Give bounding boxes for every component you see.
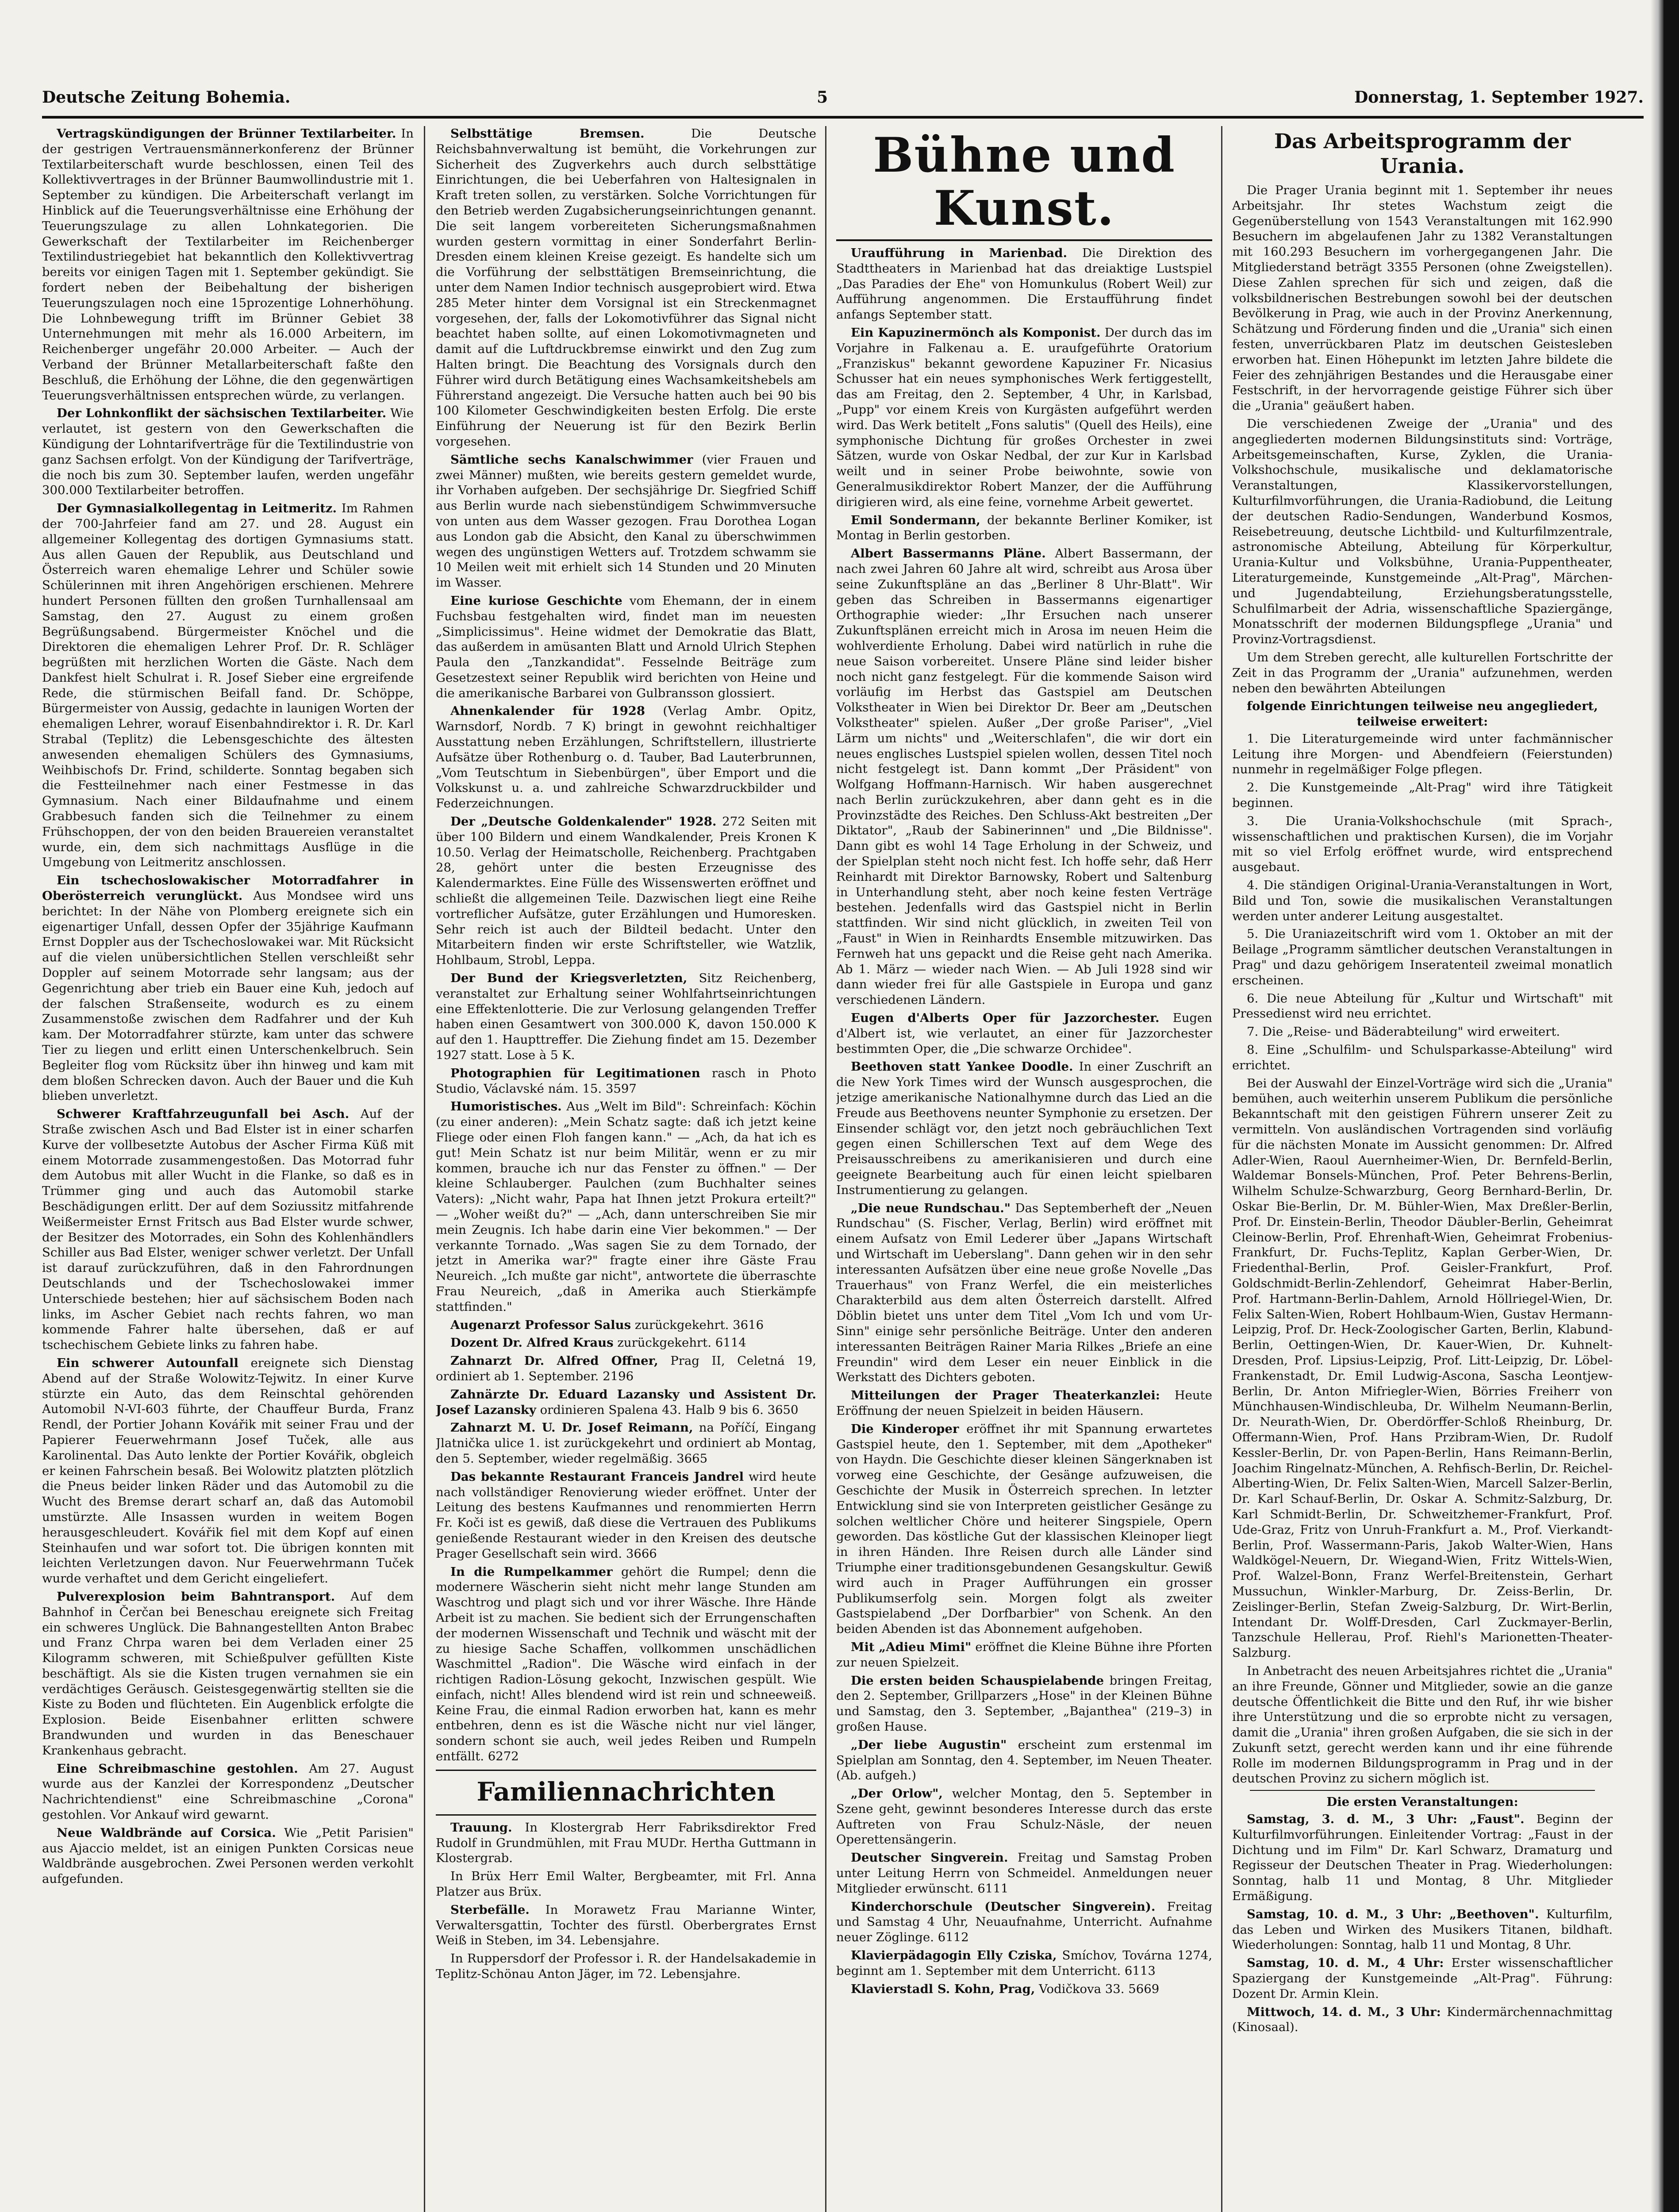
event-item-body: Erster wissenschaftlicher Spaziergang der Kunstgemeinde „Alt-Prag". Führung: Dozent Dr. Armin Klein. bbox=[1232, 1956, 1613, 2001]
familien-header bbox=[436, 1770, 816, 1816]
event-item-body: Kulturfilm, das Leben und Wirken des Musikers Titanen, bildhaft. Wiederholungen: Sonntag, halb 11 und Montag, 8 Uhr. bbox=[1232, 1907, 1613, 1952]
news-article-body: Aus „Welt im Bild": Schreinfach: Köchin (zu einer anderen): „Mein Schatz sagte: daß ich jetzt keine Fliege oder einen Floh fangen kann." — „Ach, da hat ich es gut! Mein Schatz ist nur beim Militär, wenn er zu mir kommen, brauche ich nur das Fenster zu öffnen." — Der kleine Schlauberger. Paulchen (zum Buchhalter seines Vaters): „Nicht wahr, Papa hat Ihnen jetzt Prokura erteilt?" — „Woher weißt du?" — „Ach, dann unterschreiben Sie mir mein Zeugnis. Ich habe darin eine Vier bekommen." — Der verkannte Tornado. „Was sagen Sie zu dem Tornado, der jetzt in Amerika war?" fragte einer ihre Gäste Frau Neureich. „Ich mußte gar nicht", antwortete die überraschte Frau Neureich, „daß in Amerika auch Stierkämpfe stattfinden." bbox=[436, 1099, 816, 1314]
news-article-body: rasch in Photo Studio, Václavské nám. 15. 3597 bbox=[436, 1066, 816, 1096]
news-article-headline: Das bekannte Restaurant Franceis Jandrel bbox=[450, 1469, 744, 1484]
news-article-body: Wie „Petit Parisien" aus Ajaccio meldet, ist an einigen Punkten Corsicas neue Waldbrände ausgebrochen. Zwei Personen werden verkohlt aufgefunden. bbox=[42, 1825, 414, 1886]
page-header bbox=[42, 84, 1644, 111]
news-article-headline: Der „Deutsche Goldenkalender" 1928. bbox=[450, 814, 717, 829]
news-article-headline: Der Lohnkonflikt der sächsischen Textilarbeiter. bbox=[57, 406, 387, 421]
urania-list-item: 8. Eine „Schulfilm- und Schulsparkasse-Abteilung" wird errichtet. bbox=[1232, 1043, 1613, 1072]
news-article bbox=[436, 814, 816, 968]
news-article-headline: Ein schwerer Autounfall bbox=[57, 1356, 238, 1370]
news-article-headline: Ahnenkalender für 1928 bbox=[450, 704, 645, 718]
event-item bbox=[1232, 1812, 1613, 1904]
section-rule bbox=[836, 239, 1212, 241]
news-article-headline: Pulverexplosion beim Bahntransport. bbox=[57, 1589, 335, 1604]
urania-list-head: folgende Einrichtungen teilweise neu angegliedert, teilweise erweitert: bbox=[1247, 699, 1598, 729]
family-notice-body: In Klostergrab Herr Fabriksdirektor Fred Rudolf in Grundmühlen, mit Frau MUDr. Hertha Guttmann in Klostergrab. bbox=[436, 1820, 816, 1866]
arts-article bbox=[836, 325, 1212, 510]
familien-title: Familiennachrichten bbox=[476, 1776, 776, 1807]
news-article-body: ordinieren Spalena 43. Halb 9 bis 6. 3650 bbox=[540, 1402, 799, 1417]
arts-article bbox=[836, 1982, 1212, 1997]
arts-article-headline: Uraufführung in Marienbad. bbox=[851, 246, 1068, 260]
arts-article-body: Heute Eröffnung der neuen Spielzeit in beiden Häusern. bbox=[836, 1388, 1212, 1418]
issue-date: Donnerstag, 1. September 1927. bbox=[1354, 88, 1644, 107]
news-article bbox=[42, 406, 414, 498]
arts-article-headline: „Der liebe Augustin" bbox=[851, 1737, 1007, 1752]
arts-article bbox=[836, 1640, 1212, 1671]
news-article-body: Wie verlautet, ist gestern von den Gewerkschaften die Kündigung der Lohntarifverträge für die Textilindustrie von ganz Sachsen erfolgt. Von der Kündigung der Tarifverträge, die noch bis zum 30. September laufen, werden ungefähr 300.000 Textilarbeiter betroffen. bbox=[42, 406, 414, 498]
arts-article-body: Vodičkova 33. 5669 bbox=[1039, 1982, 1160, 1996]
news-article-body: wird heute nach vollständiger Renovierung wieder eröffnet. Unter der Leitung des bestens Kaufmannes und renommierten Herrn Fr. Koči ist es gewiß, daß diese die Vertrauen des Publikums genießende Restaurant wieder in den Kreisen des deutsche Prager Gesellschaft sein wird. 3666 bbox=[436, 1469, 816, 1561]
scan-edge-shadow bbox=[1650, 0, 1664, 2212]
family-notice bbox=[436, 1820, 816, 1866]
family-notice-body: In Morawetz Frau Marianne Winter, Verwaltersgattin, Tochter des fürstl. Oberbergrates Ernst Weiß in Steben, im 34. Lebensjahre. bbox=[436, 1902, 816, 1948]
arts-article-body: Freitag und Samstag Proben unter Leitung Herrn von Schmeidel. Anmeldungen neuer Mitglieder erwünscht. 6111 bbox=[836, 1851, 1212, 1896]
news-article bbox=[42, 501, 414, 870]
news-article-headline: Zahnärzte Dr. Eduard Lazansky und Assistent Dr. Josef Lazansky bbox=[436, 1387, 816, 1417]
news-article-body: zurückgekehrt. 6114 bbox=[617, 1336, 746, 1350]
arts-article-headline: Die ersten beiden Schauspielabende bbox=[851, 1673, 1104, 1688]
news-article-headline: Humoristisches. bbox=[450, 1099, 562, 1114]
urania-speakers: Bei der Auswahl der Einzel-Vorträge wird sich die „Urania" bemühen, auch weiterhin unserem Publikum die persönliche Bekanntschaft mit den geistigen Führern unserer Zeit zu vermitteln. Von ausländischen Vortragenden sind vorläufig für die nächsten Monate im Aussicht genommen: Dr. Alfred Adler-Wien, Raoul Auernheimer-Wien, Dr. Bernfeld-Berlin, Waldemar Bonsels-München, Prof. Peter Behrens-Berlin, Wilhelm Schulze-Schwarzburg, Georg Bernhard-Berlin, Dr. Oskar Bie-Berlin, Dr. M. Bühler-Wien, Max Dreßler-Berlin, Prof. Dr. Einstein-Berlin, Theodor Däubler-Berlin, Geheimrat Cleinow-Berlin, Prof. Ehrenhaft-Wien, Geheimrat Frobenius-Frankfurt, Dr. Fuchs-Teplitz, Kaplan Gerber-Wien, Dr. Friedenthal-Berlin, Prof. Geisler-Frankfurt, Prof. Goldschmidt-Berlin-Zehlendorf, Geheimrat Haber-Berlin, Prof. Hartmann-Berlin-Dahlem, Arnold Höllriegel-Wien, Dr. Felix Salten-Wien, Robert Hohlbaum-Wien, Gustav Hermann-Leipzig, Prof. Dr. Heck-Zoologischer Garten, Berlin, Klabund-Berlin, Oettingen-Wien, Dr. Kauer-Wien, Dr. Kuhnelt-Dresden, Prof. Lipsius-Leipzig, Prof. Litt-Leipzig, Dr. Löbel-Frankenstadt, Dr. Emil Ludwig-Ascona, Sascha Leontjew-Berlin, Dr. Anton Mifriegler-Wien, Börries Freiherr von Münchhausen-Windischleuba, Dr. Wilhelm Neumann-Berlin, Dr. Neurath-Wien, Dr. Oberdörffer-Schloß Rheinburg, Dr. Offermann-Wien, Prof. Hans Przibram-Wien, Dr. Rudolf Kessler-Berlin, Dr. von Papen-Berlin, Hans Reimann-Berlin, Joachim Ringelnatz-München, A. Rehfisch-Berlin, Dr. Reichel-Alberting-Wien, Dr. Felix Salten-Wien, Marcell Salzer-Berlin, Dr. Karl Schauf-Berlin, Dr. Oskar A. Schmitz-Salzburg, Dr. Karl Schmidt-Berlin, Dr. Schweitzhemer-Frankfurt, Prof. Ude-Graz, Fritz von Unruh-Frankfurt a. M., Prof. Vierkandt-Berlin, Prof. Wassermann-Paris, Jakob Walter-Wien, Hans Waldkögel-Neuern, Dr. Wiegand-Wien, Fritz Wittels-Wien, Prof. Walzel-Bonn, Franz Werfel-Breitenstein, Gerhart Mussuchun, Winkler-Marburg, Dr. Zeiss-Berlin, Dr. Zeislinger-Berlin, Stefan Zweig-Salzburg, Dr. Wirt-Berlin, Intendant Dr. Wolff-Dresden, Carl Zuckmayer-Berlin, Tanzschule Hellerau, Prof. Riehl's Marionetten-Theater-Salzburg. bbox=[1232, 1076, 1613, 1660]
arts-article-body: Der durch das im Vorjahre in Falkenau a. E. uraufgeführte Oratorium „Franziskus" bekannt gewordene Kapuziner Fr. Nicasius Schusser hat ein neues symphonisches Werk fertiggestellt, das am Freitag, den 2. September, 4 Uhr, in Karlsbad, „Pupp" vor einem Kreis von Kurgästen aufgeführt werden wird. Das Werk betitelt „Fons salutis" (Quell des Heils), eine symphonische Dichtung für großes Orchester in zwei Sätzen, wurde von Oskar Nedbal, der zur Kur in Karlsbad weilt und in seiner Probe beiwohnte, sowie von Generalmusikdirektor Robert Manzer, der die Aufführung dirigieren wird, als eine feine, vornehme Arbeit gewertet. bbox=[836, 325, 1212, 509]
column-3 bbox=[836, 126, 1212, 2212]
news-article bbox=[436, 1469, 816, 1562]
arts-article bbox=[836, 1948, 1212, 1979]
news-article-headline: Photographien für Legitimationen bbox=[450, 1066, 700, 1080]
news-article bbox=[42, 1825, 414, 1887]
arts-article bbox=[836, 513, 1212, 544]
section-title-urania: Das Arbeitsprogramm der Urania. bbox=[1274, 129, 1571, 178]
news-article-headline: Eine Schreibmaschine gestohlen. bbox=[57, 1761, 298, 1776]
arts-article-body: Eugen d'Albert ist, wie verlautet, an einer für Jazzorchester bestimmten Oper, die „Die schwarze Orchidee". bbox=[836, 1011, 1212, 1056]
arts-article-headline: Die Kinderoper bbox=[851, 1421, 959, 1436]
event-item bbox=[1232, 2005, 1613, 2035]
urania-list-item: 6. Die neue Abteilung für „Kultur und Wirtschaft" mit Pressedienst wird neu errichtet. bbox=[1232, 991, 1613, 1021]
urania-list-item: 5. Die Uraniazeitschrift wird vom 1. Oktober an mit der Beilage „Programm sämtlicher deutschen Veranstaltungen in Prag" und dazu gehörigem Inseratenteil zweimal monatlich erscheinen. bbox=[1232, 927, 1613, 987]
events-title: Die ersten Veranstaltungen: bbox=[1326, 1795, 1518, 1809]
arts-article-headline: Ein Kapuzinermönch als Komponist. bbox=[851, 325, 1101, 340]
urania-list-item: 4. Die ständigen Original-Urania-Veranstaltungen in Wort, Bild und Ton, sowie die musikalischen Veranstaltungen werden unter anderer Leitung ausgestaltet. bbox=[1232, 878, 1613, 923]
urania-appeal: In Anbetracht des neuen Arbeitsjahres richtet die „Urania" an ihre Freunde, Gönner und Mitglieder, sowie an die ganze deutsche Öffentlichkeit die Bitte und den Ruf, ihr wie bisher ihre Unterstützung und die so erprobte nicht zu versagen, damit die „Urania" ihren großen Aufgaben, die sie sich in der Zukunft setzt, gerecht werden kann und ihr eine führende Rolle im modernen Bildungsprogramm in Prag und in der deutschen Provinz zu sichern möglich ist. bbox=[1232, 1663, 1613, 1786]
event-item-body: Beginn der Kulturfilmvorführungen. Einleitender Vortrag: „Faust in der Dichtung und im Film" Dr. Karl Schwarz, Dramaturg und Regisseur der Deutschen Theater in Prag. Wiederholungen: Sonntag, halb 11 und Montag, 8 Uhr. Mitglieder Ermäßigung. bbox=[1232, 1812, 1613, 1904]
arts-article bbox=[836, 1388, 1212, 1419]
column-divider bbox=[1221, 126, 1222, 2212]
news-article-headline: Zahnarzt Dr. Alfred Offner, bbox=[450, 1354, 658, 1368]
arts-article bbox=[836, 246, 1212, 323]
arts-article-body: Das Septemberheft der „Neuen Rundschau" (S. Fischer, Verlag, Berlin) wird eröffnet mit einem Aufsatz von Emil Lederer über „Japans Wirtschaft und Wirtschaft im Ueberslang". Dann gehen wir in den sehr interessanten Aufsätzen über eine neue große Novelle „Das Trauerhaus" von Franz Werfel, die ein meisterliches Charakterbild aus dem alten Österreich darstellt. Alfred Döblin bietet uns unter dem Titel „Vom Ich und vom Ur-Sinn" einige sehr persönliche Beiträge. Unter den anderen interessanten Beiträgen Rainer Maria Rilkes „Briefe an eine Freundin" wird dem Leser ein neuer Einblick in die Werkstatt des Dichters geboten. bbox=[836, 1201, 1212, 1385]
news-article-body: Prag II, Celetná 19, ordiniert ab 1. September. 2196 bbox=[436, 1354, 816, 1383]
news-article-headline: Selbsttätige Bremsen. bbox=[450, 127, 645, 141]
family-notice bbox=[436, 1869, 816, 1900]
urania-intro-2: Die verschiedenen Zweige der „Urania" und des angegliederten modernen Bildungsinstituts sind: Vorträge, Arbeitsgemeinschaften, Kurse, Zyklen, die Urania-Volkshochschule, musikalische und deklamatorische Veranstaltungen, Klassikervorstellungen, Kulturfilmvorführungen, die Urania-Radiobund, die Leitung der deutschen Radio-Sendungen, Wanderbund Kosmos, Reisebetreuung, deutsche Lichtbild- und Kulturfilmzentrale, astronomische Abteilung, Abteilung für Körperkultur, Urania-Kultur und Volksbühne, Urania-Puppentheater, Literaturgemeinde, Kunstgemeinde „Alt-Prag", Märchen- und Jugendabteilung, Erziehungsberatungsstelle, Schulfilmarbeit der Adria, wissenschaftliche Spaziergänge, Monatsschrift der modernen Bildungspflege „Urania" und Provinz-Vortragsdienst. bbox=[1232, 416, 1613, 647]
news-article bbox=[42, 1356, 414, 1586]
arts-article bbox=[836, 1786, 1212, 1847]
news-article-headline: Dozent Dr. Alfred Kraus bbox=[450, 1336, 614, 1350]
family-notice-body: In Ruppersdorf der Professor i. R. der Handelsakademie in Teplitz-Schönau Anton Jäger, im 72. Lebensjahre. bbox=[436, 1951, 816, 1982]
header-divider bbox=[42, 116, 1644, 119]
news-article bbox=[42, 873, 414, 1104]
news-article-body: Aus Mondsee wird uns berichtet: In der Nähe von Plomberg ereignete sich ein eigenartiger Unfall, dessen Opfer der 35jährige Kaufmann Ernst Doppler aus der Tschechoslowakei war. Mit Rücksicht auf die vielen unübersichtlichen Stellen verschleißt sehr Doppler auf seinem Motorrade sehr langsam; aus der Gegenrichtung aber trieb ein Bauer eine Kuh, jedoch auf der falschen Straßenseite, wodurch es zu einem Zusammenstoße zwischen dem Radfahrer und der Kuh kam. Der Motorradfahrer stürzte, kam unter das schwere Tier zu liegen und erlitt einen Unterschenkelbruch. Sein Begleiter flog vom Rücksitz über ihn hinweg und kam mit dem bloßen Schrecken davon. Auch der Bauer und die Kuh blieben unverletzt. bbox=[42, 889, 414, 1103]
news-article bbox=[436, 1317, 816, 1333]
arts-article-headline: Klavierpädagogin Elly Cziska, bbox=[851, 1948, 1057, 1963]
news-article bbox=[42, 126, 414, 403]
section-title-buehne: Bühne und Kunst. bbox=[873, 127, 1176, 236]
arts-article-headline: „Der Orlow", bbox=[851, 1786, 943, 1801]
news-article-body: gehört die Rumpel; denn die modernere Wäscherin sieht nicht mehr lange Stunden am Waschtrog und plagt sich und vor ihrer Wäsche. Ihre Hände Arbeit ist zu machen. Sie bedient sich der Errungenschaften der modernen Wissenschaft und Technik und wäscht mit der zu hiesige Sache Schaffen, vollkommen unschädlichen Waschmittel „Radion". Die Wäsche wird einfach in der richtigen Radion-Lösung gekocht, Inzwischen gespült. Wie einfach, nicht! Alles blendend wird ist rein und schneeweiß. Keine Frau, die einmal Radion erworben hat, kann es mehr entbehren, denn es ist die Wäsche nicht nur viel länger, sondern schont sie auch, weil jedes Reiben und Rumpeln entfällt. 6272 bbox=[436, 1564, 816, 1764]
arts-article-headline: Beethoven statt Yankee Doodle. bbox=[851, 1060, 1073, 1074]
news-article-body: Die Deutsche Reichsbahnverwaltung ist bemüht, die Vorkehrungen zur Sicherheit des Zugverkehrs auch durch selbsttätige Einrichtungen, die bei Ueberfahren von Haltesignalen in Kraft treten sollen, zu verstärken. Solche Vorrichtungen für den Betrieb werden Zugabsicherungseinrichtungen genannt. Die seit langem vorbereiteten Sicherungsmaßnahmen wurden gestern vormittag in einer Sonderfahrt Berlin-Dresden einem kleinen Kreise gezeigt. Es handelte sich um die Vorführung der selbsttätigen Bremseinrichtung, die unter dem Namen Indior technisch ausgeprobiert wird. Etwa 285 Meter hinter dem Vorsignal ist ein Streckenmagnet vorgesehen, der, falls der Lokomotivführer das Signal nicht beachtet haben sollte, auf einen Lokomotivmagneten und damit auf die Luftdruckbremse einwirkt und den Zug zum Halten bringt. Die Beachtung des Vorsignals durch den Führer wird durch Betätigung eines Wachsamkeitshebels am Führerstand angezeigt. Die Versuche hatten auch bei 90 bis 100 Kilometer Geschwindigkeiten besten Erfolg. Die erste Einführung der Neuerung ist für den Bezirk Berlin vorgesehen. bbox=[436, 127, 816, 449]
news-article-body: zurückgekehrt. 3616 bbox=[634, 1317, 764, 1332]
news-article bbox=[42, 1589, 414, 1759]
news-article bbox=[436, 126, 816, 449]
arts-article-headline: Deutscher Singverein. bbox=[851, 1851, 1008, 1865]
arts-article-body: Freitag und Samstag 4 Uhr, Neuaufnahme, Unterricht. Aufnahme neuer Zöglinge. 6112 bbox=[836, 1899, 1212, 1945]
column-1 bbox=[42, 126, 414, 2212]
news-article-headline: Zahnarzt M. U. Dr. Josef Reimann, bbox=[450, 1421, 693, 1435]
news-article-body: In der gestrigen Vertrauensmännerkonferenz der Brünner Textilarbeiterschaft wurde beschlossen, einen Teil des Kollektivvertrages in der Brünner Baumwollindustrie mit 1. September zu kündigen. Die Arbeiterschaft verlangt im Hinblick auf die Teuerungsverhältnisse eine Erhöhung der Teuerungszulage zu allen Lohnkategorien. Die Gewerkschaft der Textilarbeiter im Reichenberger Textilindustriegebiet hat bekanntlich den Kollektivvertrag bereits vor einigen Tagen mit 1. September gekündigt. Sie fordert neben der Beibehaltung der bisherigen Teuerungszulagen noch eine 15prozentige Lohnerhöhung. Die Lohnbewegung trifft im Brünner Gebiet 38 Unternehmungen mit mehr als 16.000 Arbeitern, im Reichenberger ungefähr 20.000 Arbeiter. — Auch der Verband der Brünner Metallarbeiterschaft faßte den Beschluß, die Erhöhung der Löhne, die den gegenwärtigen Teuerungsverhältnissen entsprechen würde, zu verlangen. bbox=[42, 127, 414, 403]
arts-article bbox=[836, 1673, 1212, 1735]
news-article-headline: Vertragskündigungen der Brünner Textilarbeiter. bbox=[57, 127, 396, 141]
news-article-body: Im Rahmen der 700-Jahrfeier fand am 27. und 28. August ein allgemeiner Kollegentag des dortigen Gymnasiums statt. Aus allen Gauen der Republik, aus Deutschland und Österreich waren ehemalige Lehrer und Schüler sowie Schülerinnen mit ihren Angehörigen erschienen. Mehrere hundert Personen füllten den großen Turnhallensaal am Samstag, den 27. August zu einem großen Begrüßungsabend. Bürgermeister Knöchel und die Direktoren die ehemaligen Lehrer Prof. Dr. R. Schläger begrüßten mit herzlichen Worten die Gäste. Nach dem Dankfest hielt Schulrat i. R. Josef Sieber eine ergreifende Rede, die stürmischen Beifall fand. Dr. Schöppe, Bürgermeister von Aussig, gedachte in launigen Worten der ehemaligen Lehrer, worauf Eisenbahndirektor i. R. Dr. Karl Strabal (Teplitz) die Lebensgeschichte des ältesten anwesenden ehemaligen Schülers des Gymnasiums, Weihbischofs Dr. Frind, schilderte. Sonntag begaben sich die Festteilnehmer nach einer Festmesse in das Gymnasium. Nach einer Bildaufnahme und einem Grabbesuch fanden sich die Teilnehmer zu einem Frühschoppen, der von den beiden Brauereien veranstaltet wurde, ein, dem sich nachmittags Ausflüge in die Umgebung von Leitmeritz anschlossen. bbox=[42, 501, 414, 870]
news-article-headline: Neue Waldbrände auf Corsica. bbox=[57, 1825, 276, 1840]
news-article bbox=[436, 1066, 816, 1097]
arts-article bbox=[836, 1059, 1212, 1198]
event-item-headline: Mittwoch, 14. d. M., 3 Uhr: bbox=[1247, 2005, 1441, 2019]
arts-article-body: welcher Montag, den 5. September in Szene geht, gewinnt besonderes Interesse durch das erste Auftreten von Frau Schulz-Näsle, der neuen Operettensängerin. bbox=[836, 1786, 1212, 1847]
family-notice-headline: Trauung. bbox=[450, 1820, 512, 1835]
arts-article-body: erscheint zum erstenmal im Spielplan am Sonntag, den 4. September, im Neuen Theater. (Ab. aufgeh.) bbox=[836, 1737, 1212, 1783]
news-article bbox=[436, 452, 816, 591]
news-article-headline: Der Bund der Kriegsverletzten, bbox=[450, 971, 688, 986]
news-article-body: ereignete sich Dienstag Abend auf der Straße Wolowitz-Tejwitz. In einer Kurve stürzte ein Auto, das dem Reinschtal gehörenden Automobil N-VI-603 führte, der Chauffeur Burda, Franz Rendl, der Portier Johann Kovářik mit seiner Frau und der Papierer Feuerwehrmann Josef Tuček, alle aus Karolinental. Das Auto lenkte der Portier Kovářik, obgleich er keinen Fahrschein besaß. Bei Wolowitz platzten plötzlich die Pneus beider linken Räder und das Automobil zu die Wucht des Bremse derart scharf an, daß das Automobil umstürzte. Alle Insassen wurden in weitem Bogen herausgeschleudert. Kovářik fiel mit dem Kopf auf einen Steinhaufen und war sofort tot. Die übrigen konnten mit leichten Verletzungen davon. Nur Feuerwehrmann Tuček wurde verhaftet und dem Gericht eingeliefert. bbox=[42, 1356, 414, 1586]
news-article-body: (Verlag Ambr. Opitz, Warnsdorf, Nordb. 7 K) bringt in gewohnt reichhaltiger Ausstattung neben Erzählungen, Schriftstellern, illustrierte Aufsätze über Rothenburg o. d. Tauber, Bad Lauterbrunnen, „Vom Teutschtum in Siebenbürgen", über Emport und die Volkskunst u. a. und zahlreiche Schwarzdruckbilder und Federzeichnungen. bbox=[436, 704, 816, 811]
arts-article-headline: Eugen d'Alberts Oper für Jazzorchester. bbox=[851, 1011, 1160, 1025]
news-article-body: (vier Frauen und zwei Männer) mußten, wie bereits gestern gemeldet wurde, ihr Vorhaben aufgeben. Der sechsjährige Dr. Siegfried Schiff aus Berlin wurde nach siebenstündigem Schwimmversuche von unten aus dem Wasser gezogen. Frau Dorothea Logan aus London gab die Absicht, den Kanal zu überschwimmen wegen des ungünstigen Wetters auf. Trotzdem schwamm sie 10 Meilen weit mit erhielt sich 14 Stunden und 20 Minuten im Wasser. bbox=[436, 452, 816, 590]
news-article bbox=[436, 971, 816, 1063]
news-article bbox=[42, 1106, 414, 1353]
arts-article-body: Die Direktion des Stadttheaters in Marienbad hat das dreiaktige Lustspiel „Das Paradies der Ehe" von Homunkulus (Robert Weil) zur Aufführung angenommen. Die Erstaufführung findet anfangs September statt. bbox=[836, 246, 1212, 322]
urania-list-item: 2. Die Kunstgemeinde „Alt-Prag" wird ihre Tätigkeit beginnen. bbox=[1232, 780, 1613, 810]
arts-article-body: In einer Zuschrift an die New York Times wird der Wunsch ausgesprochen, die jetzige amerikanische Nationalhymne durch das Lied an die Freude aus Beethovens neunter Symphonie zu ersetzen. Der Einsender schlägt vor, den jetzt noch gebräuchlichen Text gegen einen Schillerschen Text auf dem Wege des Preisausschreibens zu amerikanisieren und durch eine geeignete Bearbeitung auch für einen leicht spielbaren Instrumentierung zu gelangen. bbox=[836, 1060, 1212, 1197]
news-article-body: Auf der Straße zwischen Asch und Bad Elster ist in einer scharfen Kurve der vollbesetzte Autobus der Ascher Firma Küß mit einem Motorrade zusammengestoßen. Das Motorrad fuhr dem Autobus mit aller Wucht in die Flanke, so daß es in Trümmer ging und auch das Automobil starke Beschädigungen erlitt. Der auf dem Soziussitz mitfahrende Weißermeister Ernst Fritsch aus Bad Elster wurde schwer, der Besitzer des Motorrades, ein Sohn des Kohlenhändlers Schiller aus Bad Elster, weniger schwer verletzt. Der Unfall ist darauf zurückzuführen, daß in den Fahrordnungen Deutschlands und der Tschechoslowakei immer Unterschiede bestehen; hier auf sächsischem Boden nach links, im Ascher Gebiet nach rechts fahren, wo man kommende Fahrer halte übersehen, daß er auf tschechischem Gebiete links zu fahren habe. bbox=[42, 1107, 414, 1352]
news-article-body: Sitz Reichenberg, veranstaltet zur Erhaltung seiner Wohlfahrtseinrichtungen eine Effektenlotterie. Die zur Verlosung gelangenden Treffer haben einen Gesamtwert von 300.000 K, davon 150.000 K auf den 1. Haupttreffer. Die Ziehung findet am 15. Dezember 1927 statt. Lose à 5 K. bbox=[436, 971, 816, 1063]
event-item bbox=[1232, 1907, 1613, 1953]
arts-article bbox=[836, 1737, 1212, 1783]
arts-article-body: der bekannte Berliner Komiker, ist Montag in Berlin gestorben. bbox=[836, 513, 1212, 543]
news-article-headline: In die Rumpelkammer bbox=[450, 1564, 613, 1579]
urania-list-item: 1. Die Literaturgemeinde wird unter fachmännischer Leitung ihre Morgen- und Abendfeiern (Feierstunden) nunmehr in regelmäßiger Folge pflegen. bbox=[1232, 731, 1613, 777]
arts-article bbox=[836, 546, 1212, 1008]
family-notice-body: In Brüx Herr Emil Walter, Bergbeamter, mit Frl. Anna Platzer aus Brüx. bbox=[436, 1869, 816, 1899]
news-article bbox=[436, 1353, 816, 1384]
event-item-headline: Samstag, 10. d. M., 4 Uhr: bbox=[1247, 1956, 1444, 1970]
page-number: 5 bbox=[817, 88, 828, 107]
news-article-headline: Der Gymnasialkollegentag in Leitmeritz. bbox=[57, 501, 337, 516]
scan-edge bbox=[1664, 0, 1679, 2212]
event-item-headline: Samstag, 3. d. M., 3 Uhr: „Faust". bbox=[1247, 1812, 1525, 1827]
news-article bbox=[436, 1099, 816, 1314]
column-divider bbox=[825, 126, 826, 2212]
arts-article-headline: Emil Sondermann, bbox=[851, 513, 980, 527]
news-article-body: Am 27. August wurde aus der Kanzlei der Korrespondenz „Deutscher Nachrichtendienst" eine Schreibmaschine „Corona" gestohlen. Vor Ankauf wird gewarnt. bbox=[42, 1761, 414, 1822]
event-item-headline: Samstag, 10. d. M., 3 Uhr: „Beethoven". bbox=[1247, 1907, 1539, 1921]
arts-article-body: bringen Freitag, den 2. September, Grillparzers „Hose" in der Kleinen Bühne und Samstag, den 3. September, „Bajanthea" (219–3) in großen Hause. bbox=[836, 1673, 1212, 1734]
family-notice-headline: Sterbefälle. bbox=[450, 1902, 530, 1917]
news-article bbox=[436, 703, 816, 811]
news-article-headline: Augenarzt Professor Salus bbox=[450, 1317, 631, 1332]
event-item-body: Kindermärchennachmittag (Kinosaal). bbox=[1232, 2005, 1613, 2035]
column-divider bbox=[424, 126, 425, 2212]
arts-article-headline: „Die neue Rundschau." bbox=[851, 1201, 1011, 1215]
news-article bbox=[436, 593, 816, 701]
news-article-body: 272 Seiten mit über 100 Bildern und einem Wandkalender, Preis Kronen K 10.50. Verlag der Heimatscholle, Reichenberg. Prachtgaben 28, gehört unter die besten Erzeugnisse des Kalendermarktes. Eine Fülle des Wissenswerten eröffnet und schließt die allgemeinen Teile. Dazwischen liegt eine Reihe vortreflicher Aufsätze, guter Erzählungen und Humoresken. Sehr reich ist auch der Bildteil bedacht. Unter den Mitarbeitern finden wir erste Schriftsteller, wie Watzlik, Hohlbaum, Strobl, Leppa. bbox=[436, 814, 816, 968]
urania-list-item: 7. Die „Reise- und Bäderabteilung" wird erweitert. bbox=[1247, 1025, 1560, 1039]
news-article bbox=[436, 1420, 816, 1466]
family-notice bbox=[436, 1951, 816, 1982]
urania-intro: Die Prager Urania beginnt mit 1. September ihr neues Arbeitsjahr. Ihr stetes Wachstum zeigt die Gegenüberstellung von 1543 Veranstaltungen mit 162.990 Besuchern im abgelaufenen Jahr zu 1382 Veranstaltungen mit 160.293 Besuchern im vorhergegangenen Jahr. Die Mitgliederstand beträgt 3355 Personen (ohne Zweigstellen). Diese Zahlen sprechen für sich und zeigen, daß die volksbildnerischen Bestrebungen sowohl bei der deutschen Bevölkerung in Prag, wie auch in der Provinz Anerkennung, Schätzung und Förderung finden und die „Urania" sich einen festen, unverrückbaren Platz im deutschen Geistesleben erworben hat. Einen Höhepunkt im letzten Jahre bildete die Feier des zehnjährigen Bestandes und die Herausgabe einer Festschrift, in der hervorragende geistige Führer sich über die „Urania" geäußert haben. bbox=[1232, 183, 1613, 413]
news-article bbox=[42, 1761, 414, 1823]
news-article-headline: Schwerer Kraftfahrzeugunfall bei Asch. bbox=[57, 1107, 350, 1121]
arts-article-body: Smíchov, Továrna 1274, beginnt am 1. September mit dem Unterricht. 6113 bbox=[836, 1948, 1212, 1978]
arts-article-body: eröffnet die Kleine Bühne ihre Pforten zur neuen Spielzeit. bbox=[836, 1640, 1212, 1670]
event-item bbox=[1232, 1955, 1613, 2001]
arts-article-headline: Mit „Adieu Mimi" bbox=[851, 1640, 972, 1654]
news-article-headline: Ein tschechoslowakischer Motorradfahrer in Oberösterreich verunglückt. bbox=[42, 873, 414, 903]
arts-article bbox=[836, 1201, 1212, 1386]
column-4 bbox=[1232, 126, 1613, 2212]
news-article bbox=[436, 1564, 816, 1764]
arts-article bbox=[836, 1850, 1212, 1896]
arts-article bbox=[836, 1010, 1212, 1056]
arts-article-headline: Klavierstadl S. Kohn, Prag, bbox=[851, 1982, 1035, 1996]
arts-article bbox=[836, 1899, 1212, 1945]
masthead-title: Deutsche Zeitung Bohemia. bbox=[42, 88, 291, 107]
news-article bbox=[436, 1387, 816, 1418]
arts-article bbox=[836, 1421, 1212, 1637]
urania-list-item: 3. Die Urania-Volkshochschule (mit Sprach-, wissenschaftlichen und praktischen Kursen), die im Vorjahr mit so viel Erfolg eröffnet wurde, wird entsprechend ausgebaut. bbox=[1232, 814, 1613, 875]
arts-article-body: eröffnet ihr mit Spannung erwartetes Gastspiel heute, den 1. September, mit dem „Apotheker" von Haydn. Die Geschichte dieser kleinen Sängerknaben ist vorweg eine Geschichte, der Gesänge aufzuweisen, die Geschichte der Musik in Österreich sprechen. In letzter Entwicklung sind sie von Interpreten geistlicher Gesänge zu solchen weltlicher Chöre und heiterer Singspiele, Opern geworden. Das köstliche Gut der klassischen Kleinoper liegt in ihren Händen. Ihre Reisen durch alle Länder sind Triumphe einer traditionsgebundenen Gesangskultur. Gewiß wird auch in Prager Aufführungen ein grosser Publikumserfolg sein. Morgen folgt als zweiter Gastspielabend „Der Dorfbarbier" von Schenk. An den beiden Abenden ist das Abonnement aufgehoben. bbox=[836, 1421, 1212, 1636]
arts-article-headline: Albert Bassermanns Pläne. bbox=[851, 546, 1046, 561]
news-article-body: na Poříčí, Eingang Jlatnička ulice 1. ist zurückgekehrt und ordiniert ab Montag, den 5. September, wieder regelmäßig. 3665 bbox=[436, 1421, 816, 1466]
urania-intro-3: Um dem Streben gerecht, alle kulturellen Fortschritte der Zeit in das Programm der „Urania" aufzunehmen, werden neben den bewährten Abteilungen bbox=[1232, 650, 1613, 695]
news-article bbox=[436, 1335, 816, 1351]
arts-article-body: Albert Bassermann, der nach zwei Jahren 60 Jahre alt wird, schreibt aus Arosa über seine Zukunftspläne an das „Berliner 8 Uhr-Blatt". Wir geben das Schreiben in Bassermanns eigenartiger Orthographie wieder: „Ihr Ersuchen nach unserer Zukunftsplänen erreicht mich in Arosa im neuen Heim die wohlverdiente Erholung. Dabei wird natürlich in ruhe die neue Saison vorbereitet. Unsere Pläne sind leider bisher noch nicht ganz festgelegt. Für die kommende Saison wird vorläufig im Herbst das Gastspiel am Deutschen Volkstheater in Wien bei Direktor Dr. Beer am „Deutschen Volkstheater" spielen. Außer „Der große Pariser", „Viel Lärm um nichts" und „Weiterschlafen", die wir dort ein neues englisches Lustspiel spielen wollen, dessen Titel noch nicht festgelegt ist. Dann kommt „Der Präsident" von Wolfgang Hoffmann-Harnisch. Wir haben ausgerechnet nach Berlin zurückzukehren, aber dann geht es in die Provinzstädte des Reiches. Den Schluss-Akt bestreiten „Der Diktator", „Raub der Sabinerinnen" und „Die Bildnisse". Dann gibt es wohl 14 Tage Erholung in der Schweiz, und der Spielplan steht noch nicht fest. Ich hoffe sehr, daß Herr Reinhardt mit Direktor Barnowsky, Robert und Saltenburg in Unterhandlung steht, aber noch keine festen Verträge bestehen. Jedenfalls wird das Gastspiel nicht in Berlin stattfinden. Wir sind nicht glücklich, in zweiten Teil von „Faust" in Wien in Reinhardts Ensemble mitzuwirken. Das Fernweh hat uns gepackt und die Reise geht nach Amerika. Ab 1. März — wieder nach Wien. — Ab Juli 1928 sind wir dann wieder frei für alle Gastspiele in Europa und ganz verschiedenen Ländern. bbox=[836, 546, 1212, 1007]
family-notice bbox=[436, 1902, 816, 1948]
news-article-body: vom Ehemann, der in einem Fuchsbau festgehalten wird, findet man im neuesten „Simplicissimus". Heine widmet der Demokratie das Blatt, das außerdem in amüsanten Blatt und Arnold Ulrich Stephen Paula den „Tanzkandidat". Fesselnde Beiträge zum Gesetzestext seiner Republik wird berichten von Heine und die amerikanische Barbarei von Gulbransson glossiert. bbox=[436, 593, 816, 700]
news-article-body: Auf dem Bahnhof in Čerčan bei Beneschau ereignete sich Freitag ein schweres Unglück. Die Bahnangestellten Anton Brabec und Franz Chrpa waren bei dem Verladen einer 25 Kilogramm schweren, mit Schießpulver gefüllten Kiste beschäftigt. Als sie die Kisten trugen vernahmen sie ein verdächtiges Geräusch. Geistesgegenwärtig stellten sie die Kiste zu Boden und flüchteten. Ein Augenblick erfolgte die Explosion. Beide Eisenbahner erlitten schwere Brandwunden und wurden in das Beneschauer Krankenhaus gebracht. bbox=[42, 1589, 414, 1758]
arts-article-headline: Kinderchorschule (Deutscher Singverein). bbox=[851, 1899, 1156, 1914]
news-article-headline: Eine kuriose Geschichte bbox=[450, 593, 622, 608]
events-rule bbox=[1250, 1790, 1595, 1791]
column-2 bbox=[436, 126, 816, 2212]
arts-article-headline: Mitteilungen der Prager Theaterkanzlei: bbox=[851, 1388, 1160, 1403]
news-article-headline: Sämtliche sechs Kanalschwimmer bbox=[450, 452, 693, 467]
